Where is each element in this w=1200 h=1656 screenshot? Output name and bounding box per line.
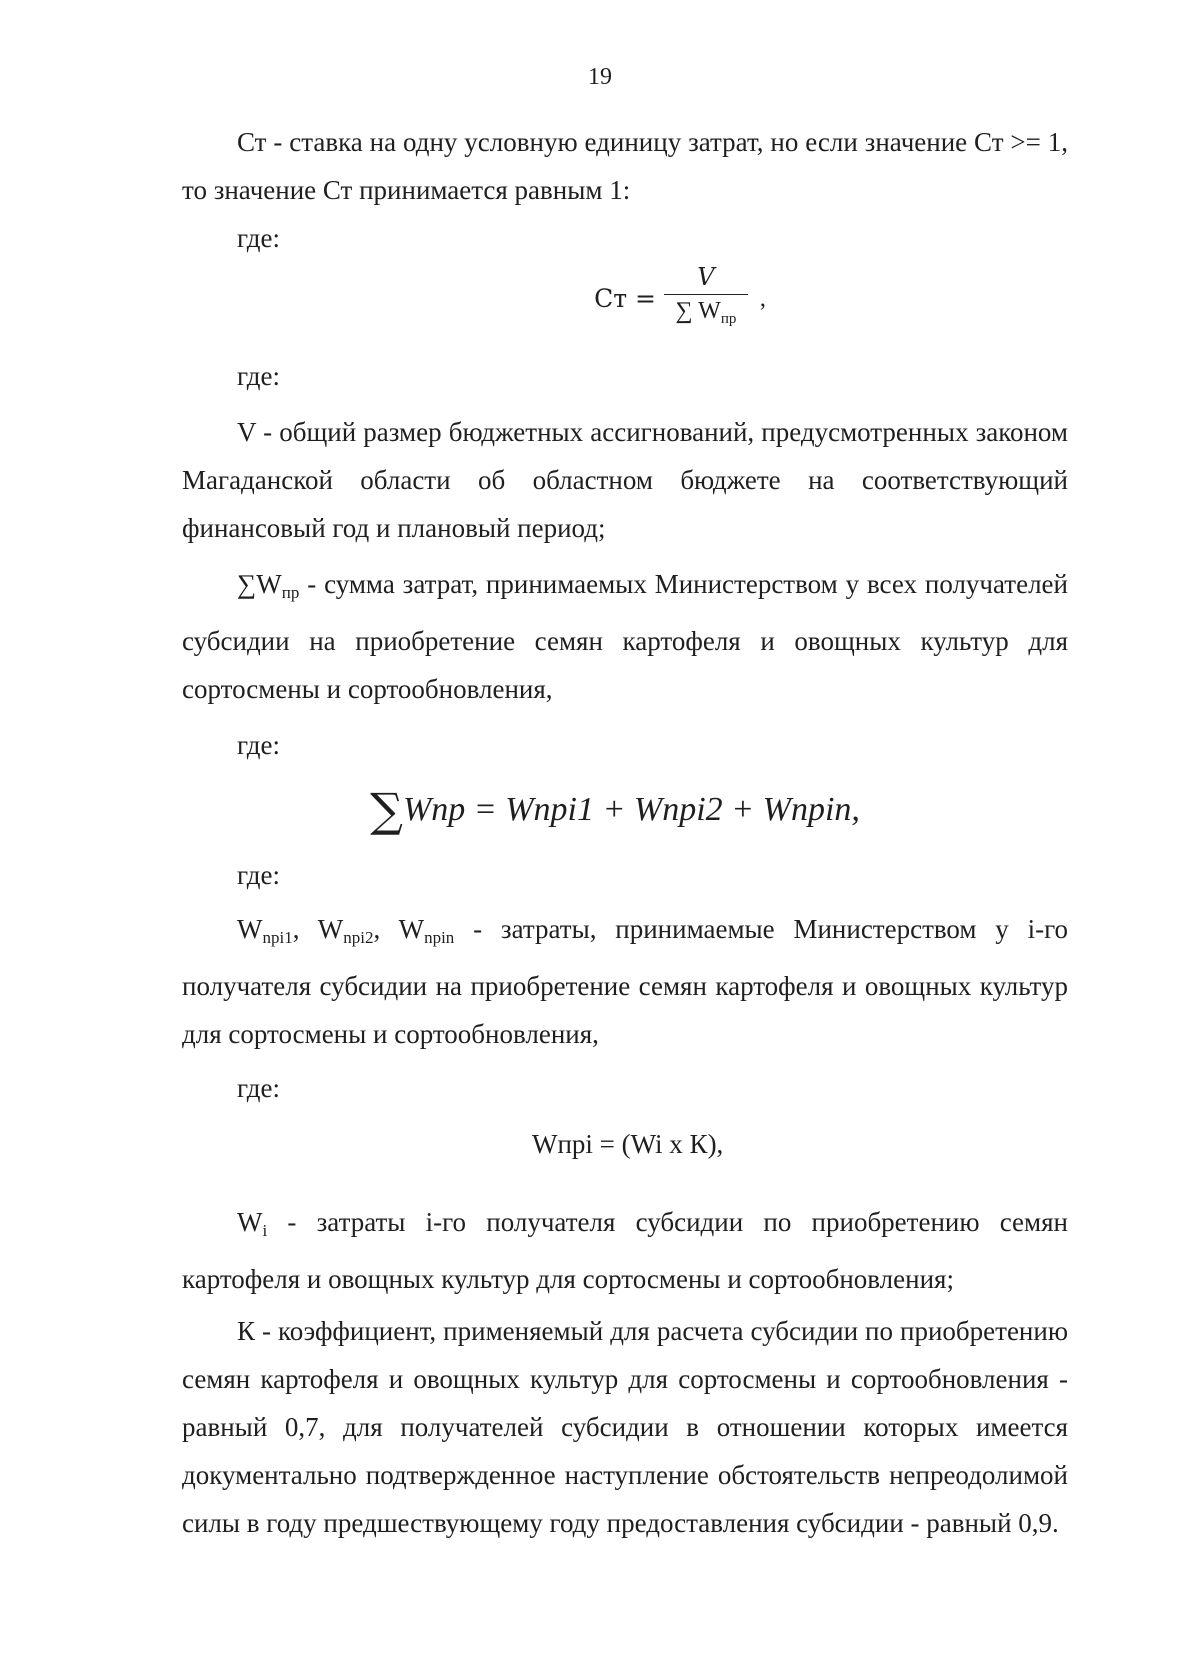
page-number: 19 [588, 64, 612, 90]
formula-ct-comma: , [759, 285, 766, 312]
label-gde-2: где: [237, 361, 280, 391]
paragraph-k-definition: К - коэффициент, применяемый для расчета субсидии по приобретению семян картофеля и овощных культур для сортосмены и сортообновления - равный 0,7, для получателей субсидии в отношении которых имеется документально подтвержденное наступление обстоятельств непреодолимой силы в году предшествующему году предоставления субсидии - равный 0,9. [182, 1316, 1068, 1538]
formula-ct-numerator: V [697, 263, 715, 291]
paragraph-wi-definition: $W_i$ - затраты i-го получателя субсидии по приобретению семян картофеля и овощных культур для сортосмены и сортообновления; [182, 1207, 1068, 1294]
paragraph-v-definition: V - общий размер бюджетных ассигнований, предусмотренных законом Магаданской области об областном бюджете на соответствующий финансовый год и плановый период; [182, 417, 1068, 543]
formula-ct [182, 262, 1068, 342]
sigma-symbol: ∑ [370, 783, 403, 837]
paragraph-sum-definition: $\sum W_{пр}$ - сумма затрат, принимаемых Министерством у всех получателей субсидии на приобретение семян картофеля и овощных культур для сортосмены и сортообновления, [182, 569, 1068, 704]
label-gde-5: где: [237, 1073, 280, 1103]
formula-ct-fraction [664, 262, 748, 335]
paragraph-ct-definition: Ст - ставка на одну условную единицу затрат, но если значение Ст >= 1, то значение Ст принимается равным 1: [182, 127, 1068, 205]
formula-sum-expression: Wnp = Wnpi1 + Wnpi2 + Wnpin, [402, 791, 860, 828]
formula-sum-wnp [182, 775, 1068, 845]
document-body [182, 118, 1068, 1547]
paragraph-wnpi-definition: $W_{npi1}$, $W_{npi2}$, $W_{npin}$ - затраты, принимаемые Министерством у i-го получателя субсидии на приобретение семян картофеля и овощных культур для сортосмены и сортообновления, [182, 914, 1069, 1049]
label-gde-4: где: [237, 860, 280, 890]
formula-ct-lhs: Ст = [594, 283, 656, 313]
formula-ct-denominator: ∑ $W_{пр}$ [675, 298, 737, 327]
formula-wnpi: Wпpi = (Wi x К), [532, 1129, 724, 1159]
label-gde-3: где: [237, 730, 280, 760]
label-gde-1: где: [237, 223, 280, 253]
